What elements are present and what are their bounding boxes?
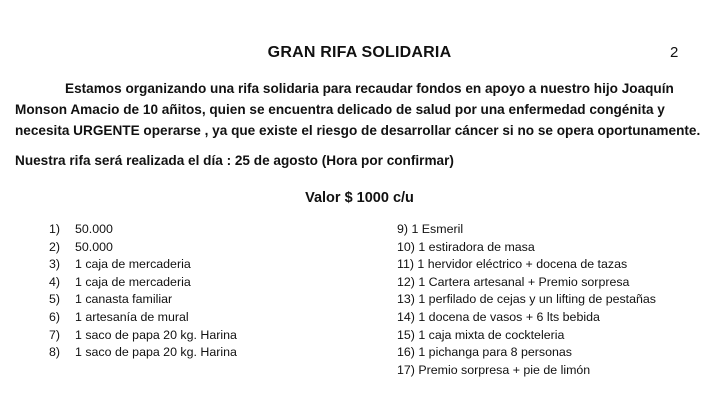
prize-number: 6) — [49, 309, 61, 324]
prize-item — [49, 309, 237, 327]
prize-text: 1 caja de mercaderia — [75, 257, 191, 272]
prize-item — [49, 291, 237, 309]
prize-item: 9) 1 Esmeril — [397, 222, 464, 236]
prize-item: 10) 1 estiradora de masa — [397, 239, 535, 254]
prize-text: 1 caja de mercaderia — [75, 274, 191, 289]
prize-number: 3) — [49, 257, 61, 272]
prize-item — [49, 274, 237, 292]
document-title: GRAN RIFA SOLIDARIA — [267, 44, 452, 61]
raffle-date-text: Nuestra rifa será realizada el día : 25 de agosto (Hora por confirmar) — [15, 153, 454, 168]
prize-item: 16) 1 pichanga para 8 personas — [397, 345, 572, 360]
prize-text: 1 saco de papa 20 kg. Harina — [75, 327, 237, 342]
prize-item: 14) 1 docena de vasos + 6 lts bebida — [397, 309, 600, 324]
prize-number: 8) — [49, 345, 61, 360]
prize-item — [49, 327, 237, 345]
prize-number: 4) — [49, 274, 61, 289]
prize-item — [49, 221, 237, 239]
prize-text: 50.000 — [75, 222, 113, 236]
prize-list-right — [397, 221, 656, 379]
prize-number: 5) — [49, 292, 61, 307]
prize-text: 50.000 — [75, 239, 113, 254]
page-number: 2 — [670, 44, 679, 61]
prize-text: 1 canasta familiar — [75, 292, 173, 307]
prize-text: 1 artesanía de mural — [75, 309, 189, 324]
prize-item: 11) 1 hervidor eléctrico + docena de tazas — [397, 257, 628, 272]
prize-text: 1 saco de papa 20 kg. Harina — [75, 345, 237, 360]
ticket-price: Valor $ 1000 c/u — [305, 190, 414, 206]
prize-number: 1) — [49, 222, 61, 236]
prize-number: 2) — [49, 239, 61, 254]
prize-list-left — [49, 221, 237, 362]
prize-item: 15) 1 caja mixta de cockteleria — [397, 327, 565, 342]
prize-item: 12) 1 Cartera artesanal + Premio sorpresa — [397, 274, 630, 289]
prize-number: 7) — [49, 327, 61, 342]
prize-item: 13) 1 perfilado de cejas y un lifting de pestañas — [397, 292, 656, 307]
prize-item — [49, 344, 237, 362]
prize-item — [49, 256, 237, 274]
prize-item: 17) Premio sorpresa + pie de limón — [397, 362, 591, 377]
intro-paragraph: Estamos organizando una rifa solidaria para recaudar fondos en apoyo a nuestro hijo Joaquín Monson Amacio de 10 añitos, quien se encuentra delicado de salud por una enfermedad congénita y necesita URGENTE operarse , ya que existe el riesgo de desarrollar cáncer si no se opera oportunamente. — [15, 81, 701, 138]
prize-item — [49, 239, 237, 257]
